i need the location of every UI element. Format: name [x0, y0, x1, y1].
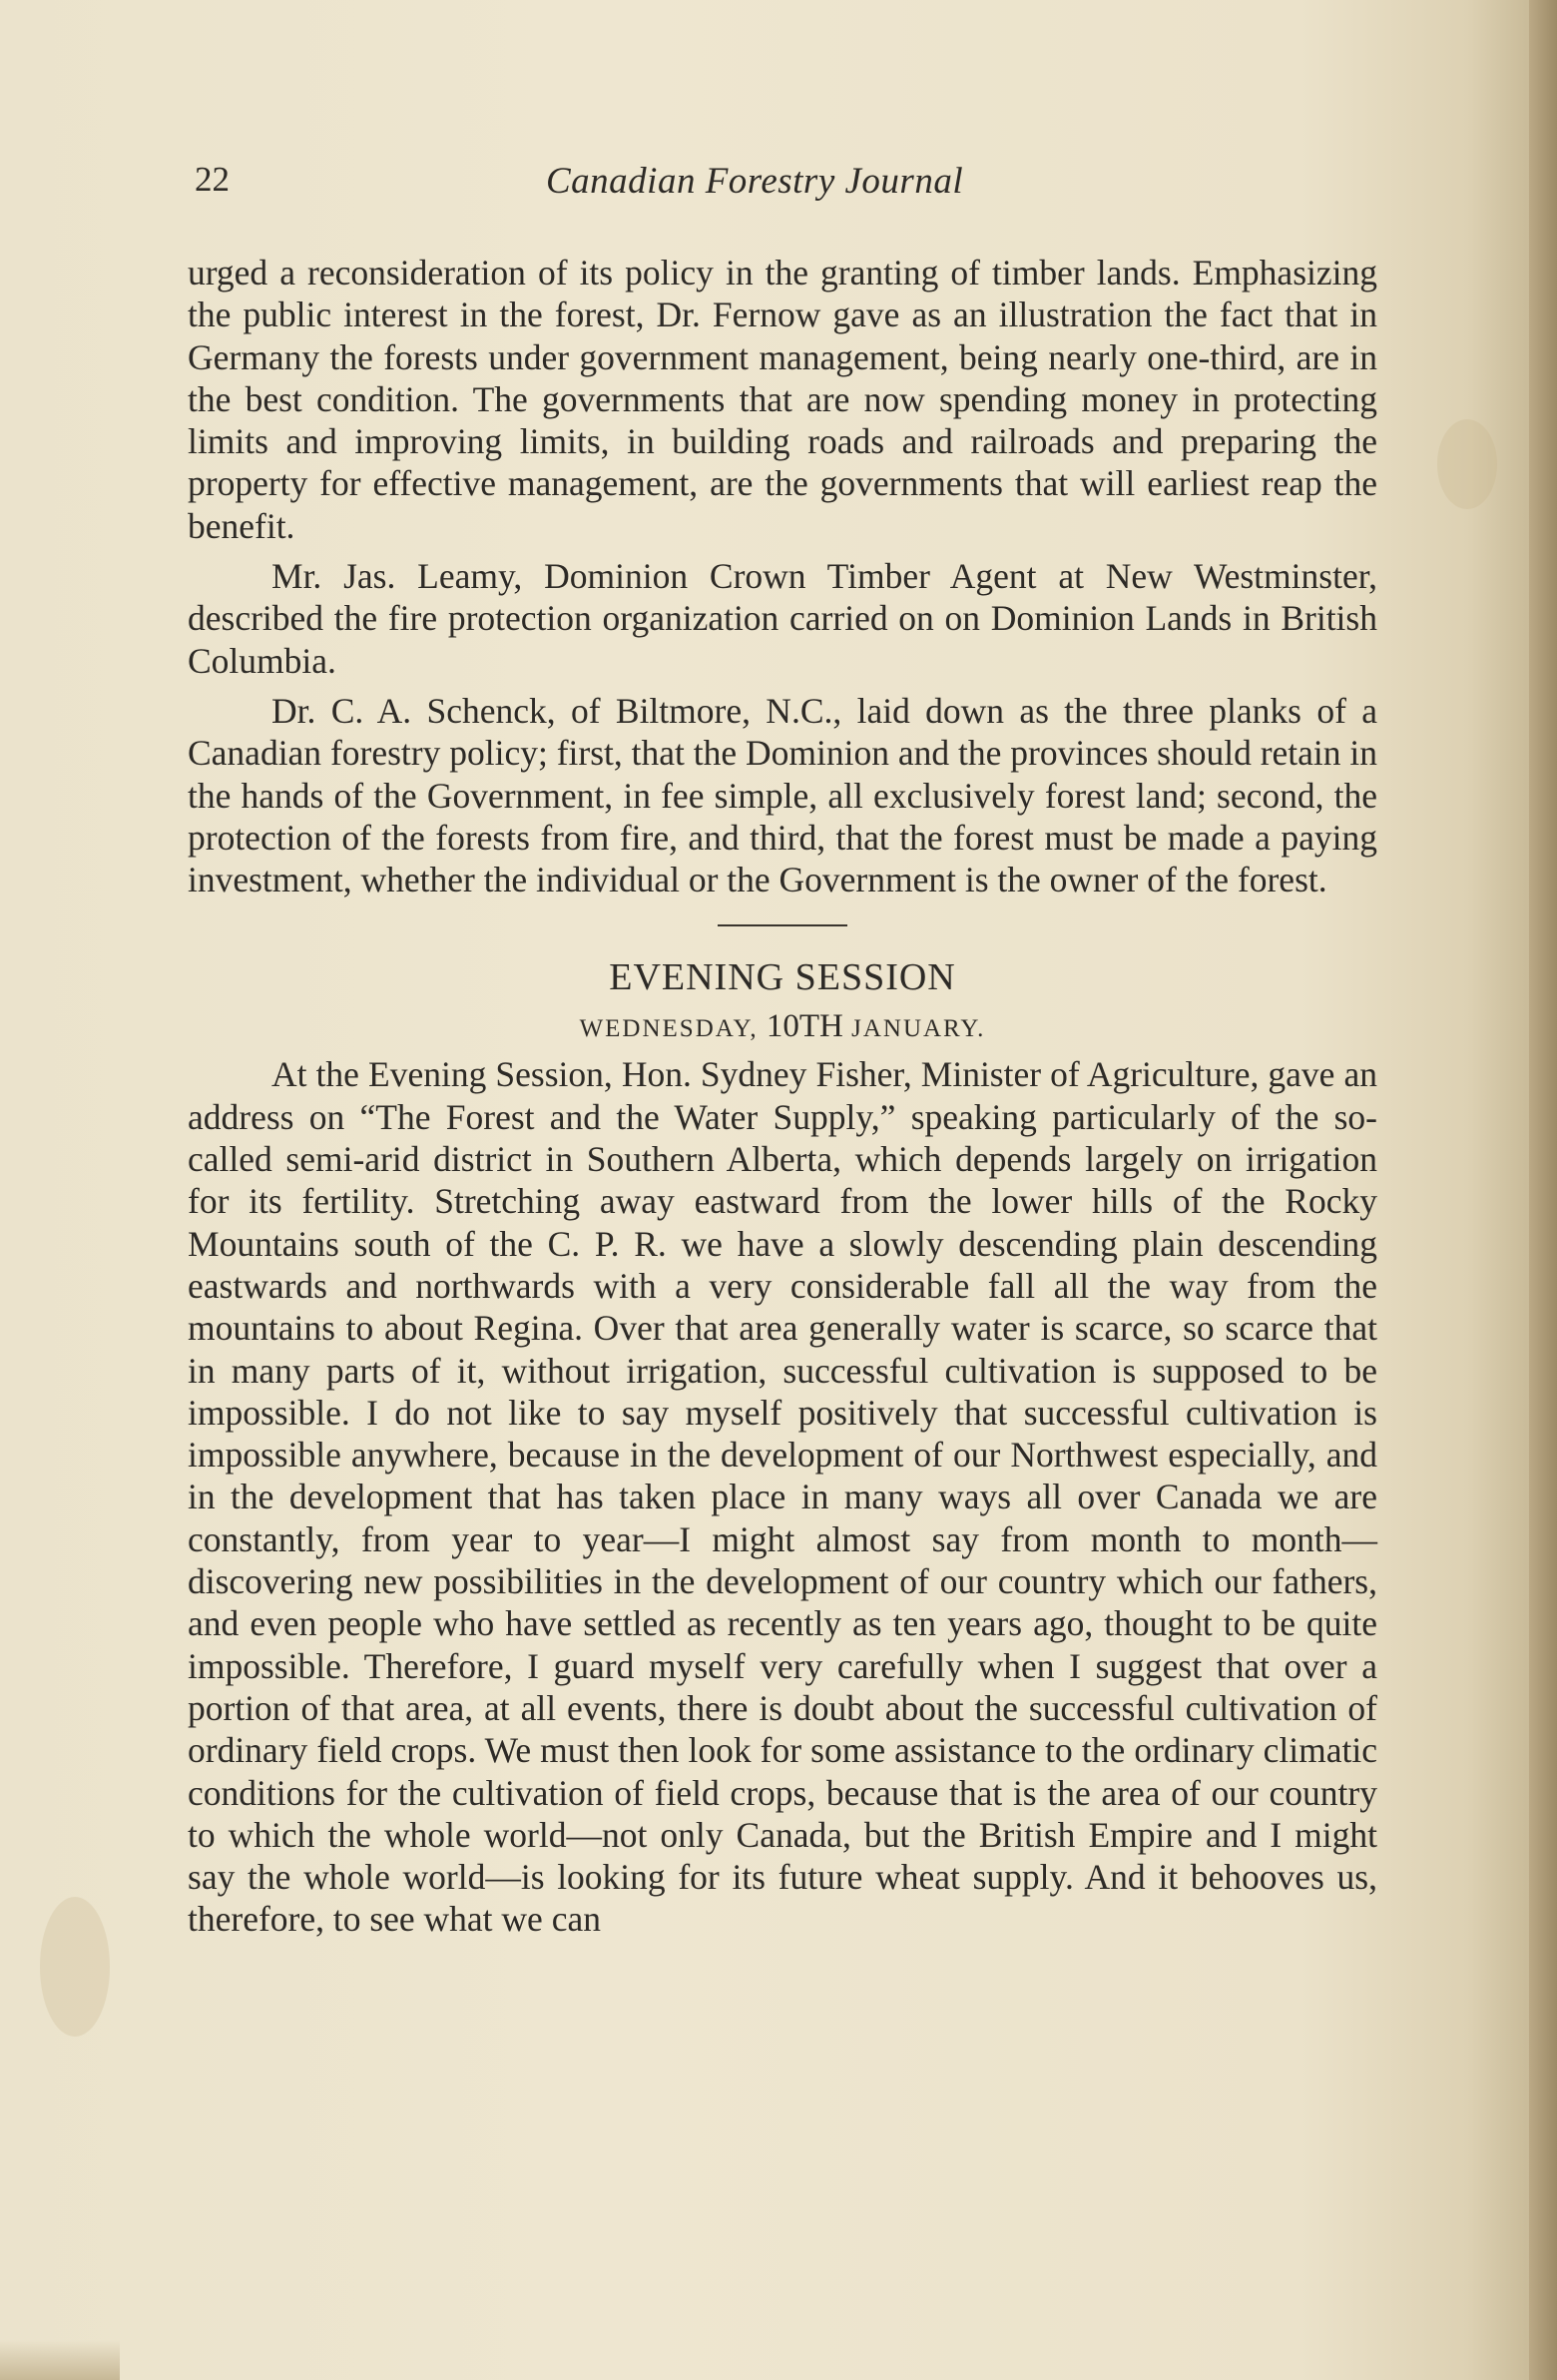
page-header: [195, 160, 1382, 210]
section-divider: [718, 924, 847, 926]
page-corner-shadow: [0, 2340, 120, 2380]
page-number: 22: [195, 160, 230, 199]
paper-stain: [1437, 419, 1497, 509]
running-title: Canadian Forestry Journal: [546, 161, 964, 202]
section-date-month: JANUARY.: [851, 1015, 986, 1043]
book-binding-edge: [1529, 0, 1557, 2380]
section-date-number: 10TH: [766, 1008, 843, 1045]
paragraph: Mr. Jas. Leamy, Dominion Crown Timber Agent at New Westminster, described the fire protection organization carried on on Dominion Lands in British Columbia.: [188, 556, 1377, 681]
section-date-day: WEDNESDAY,: [579, 1015, 759, 1043]
paragraph: At the Evening Session, Hon. Sydney Fisher, Minister of Agriculture, gave an address on “The Forest and the Water Supply,” speaking particularly of the so-called semi-arid district in Southern Alberta, which depends largely on irrigation for its fertility. Stretching away eastward from the lower hills of the Rocky Mountains south of the C. P. R. we have a slowly descending plain descending eastwards and northwards with a very considerable fall all the way from the mountains to about Regina. Over that area generally water is scarce, so scarce that in many parts of it, without irrigation, successful cultivation is supposed to be impossible. I do not like to say myself positively that successful cultivation is impossible anywhere, because in the development of our Northwest especially, and in the development that has taken place in many ways all over Canada we are constantly, from year to year—I might almost say from month to month—discovering new possibilities in the development of our country which our fathers, and even people who have settled as recently as ten years ago, thought to be quite impossible. Therefore, I guard myself very carefully when I suggest that over a portion of that area, at all events, there is doubt about the successful cultivation of ordinary field crops. We must then look for some assistance to the ordinary climatic conditions for the cultivation of field crops, because that is the area of our country to which the whole world—not only Canada, but the British Empire and I might say the whole world—is looking for its future wheat supply. And it behooves us, therefore, to see what we can: [188, 1054, 1377, 1940]
paper-stain: [40, 1897, 110, 2037]
paragraph: Dr. C. A. Schenck, of Biltmore, N.C., laid down as the three planks of a Canadian forestry policy; first, that the Dominion and the provinces should retain in the hands of the Government, in fee simple, all exclusively forest land; second, the protection of the forests from fire, and third, that the forest must be made a paying investment, whether the individual or the Government is the owner of the forest.: [188, 690, 1377, 900]
section-heading: EVENING SESSION: [609, 956, 956, 999]
paragraph: urged a reconsideration of its policy in the granting of timber lands. Emphasizing the public interest in the forest, Dr. Fernow gave as an illustration the fact that in Germany the forests under government management, being nearly one-third, are in the best condition. The governments that are now spending money in protecting limits and improving limits, in building roads and railroads and preparing the property for effective management, are the governments that will earliest reap the benefit.: [188, 253, 1377, 546]
page-body: [188, 252, 1377, 1949]
section-date: [188, 1006, 1377, 1049]
